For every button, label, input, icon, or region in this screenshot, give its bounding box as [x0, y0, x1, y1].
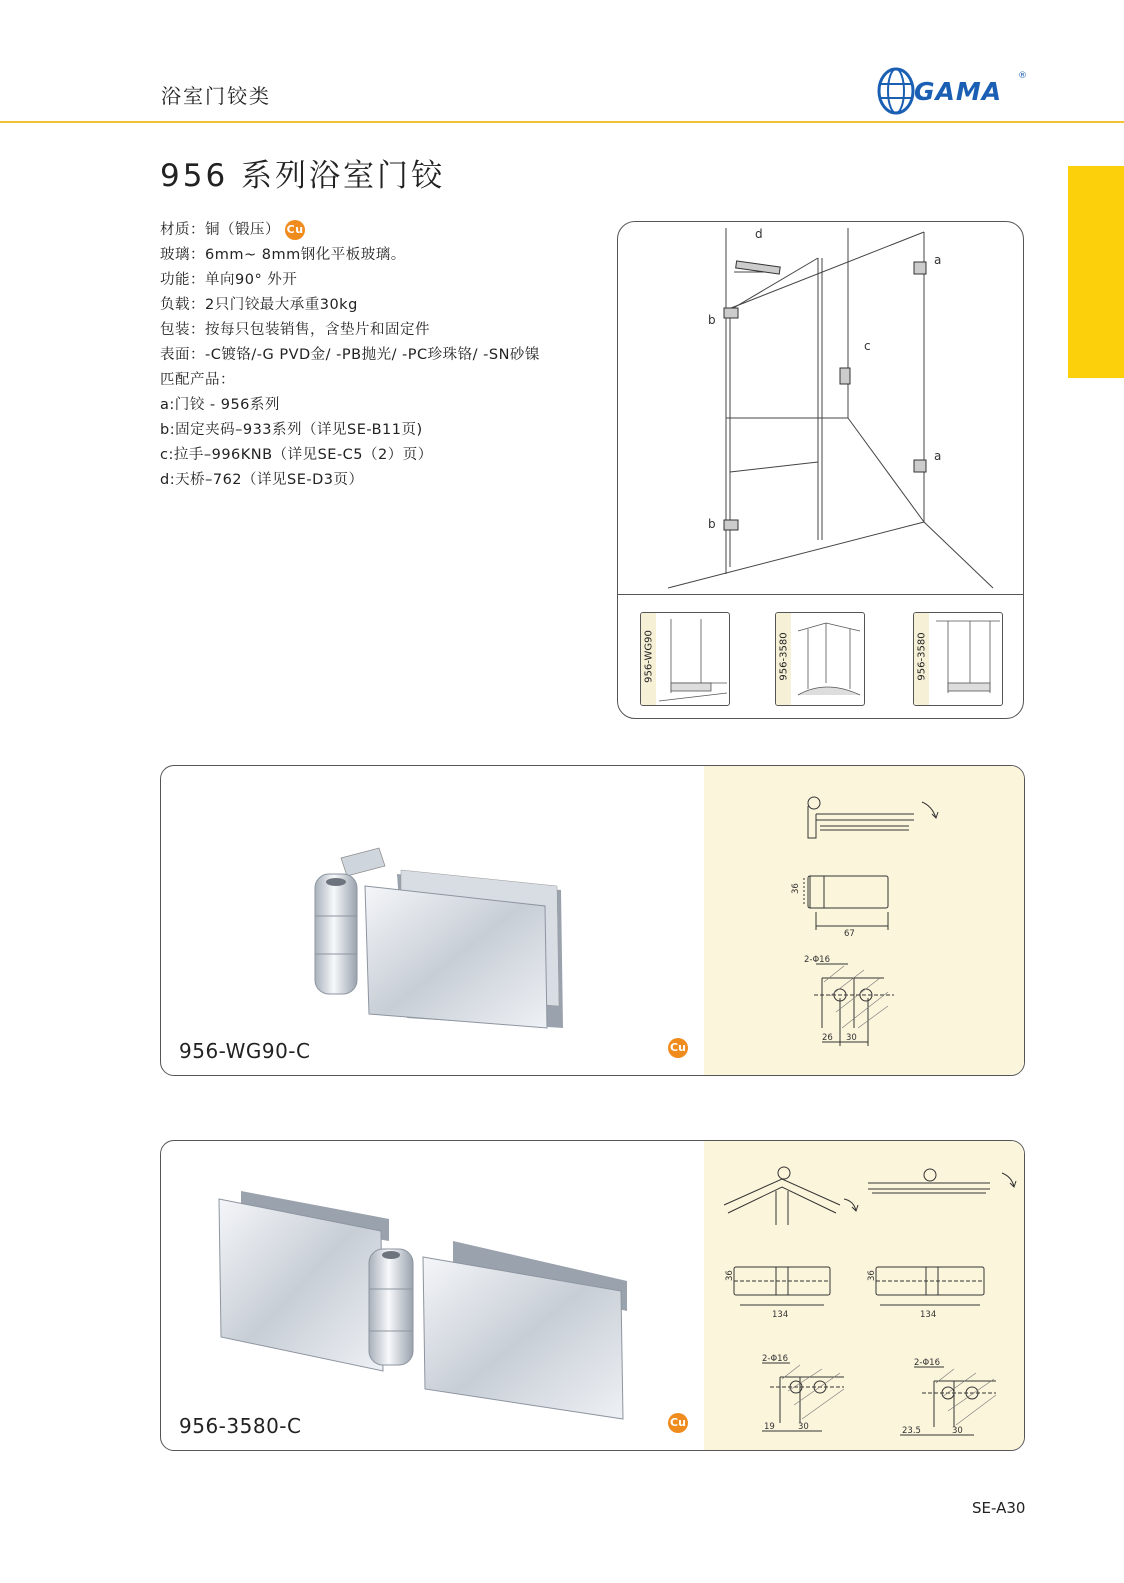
brand-name: GAMA: [914, 77, 1003, 106]
spec-function: 功能：单向90° 外开: [160, 272, 298, 288]
label-b-bottom: b: [708, 517, 716, 531]
dim-offset-1: 26: [822, 1033, 833, 1043]
label-b-top: b: [708, 313, 716, 327]
dim-offset-a2: 30: [798, 1422, 809, 1432]
dim-width-a: 134: [772, 1310, 789, 1320]
product-photo-956-wg90-c: [161, 766, 706, 1076]
page-number: SE-A30: [972, 1499, 1026, 1517]
thumbnail-956-3580-straight: 956-3580: [913, 612, 1003, 706]
label-d: d: [755, 227, 763, 241]
product-card-956-3580-c: [160, 1140, 1025, 1451]
dim-height: 36: [791, 883, 801, 894]
label-a-bottom: a: [934, 449, 942, 463]
dim-holes-b: 2-Φ16: [914, 1358, 940, 1368]
spec-material: 材质：铜（锻压） Cu: [160, 222, 304, 238]
label-a-top: a: [934, 253, 942, 267]
dim-width: 67: [844, 929, 855, 939]
dim-height-a: 36: [725, 1270, 735, 1281]
cu-badge: Cu: [668, 1038, 688, 1058]
dim-offset-b2: 30: [952, 1426, 963, 1436]
label-c: c: [864, 339, 871, 353]
technical-drawing-panel: [704, 766, 1024, 1075]
thumbnail-956-wg90: 956-WG90: [640, 612, 730, 706]
thumbnail-956-3580-corner: 956-3580: [775, 612, 865, 706]
dim-holes: 2-Φ16: [804, 955, 830, 965]
dim-width-b: 134: [920, 1310, 937, 1320]
dim-offset-b1: 23.5: [902, 1426, 921, 1436]
dim-offset-2: 30: [846, 1033, 857, 1043]
spec-match-b: b:固定夹码–933系列（详见SE-B11页): [160, 422, 423, 438]
spec-glass: 玻璃：6mm~ 8mm钢化平板玻璃。: [160, 247, 406, 263]
product-card-956-wg90-c: [160, 765, 1025, 1076]
cu-badge: Cu: [668, 1413, 688, 1433]
registered-mark: ®: [1018, 71, 1027, 81]
spec-match-c: c:拉手–996KNB（详见SE-C5（2）页）: [160, 447, 433, 463]
product-photo-956-3580-c: [161, 1141, 706, 1451]
product-model: 956-3580-C: [179, 1414, 302, 1438]
dim-height-b: 36: [867, 1270, 877, 1281]
cu-badge: Cu: [285, 220, 305, 240]
dim-offset-a1: 19: [764, 1422, 775, 1432]
configuration-thumbnails: [618, 594, 1024, 719]
gama-logo: [876, 64, 1036, 120]
page-title: 956 系列浴室门铰: [160, 158, 446, 194]
product-model: 956-WG90-C: [179, 1039, 311, 1063]
spec-load: 负载：2只门铰最大承重30kg: [160, 297, 358, 313]
section-tab: [1068, 166, 1124, 378]
category-title: 浴室门铰类: [161, 84, 271, 108]
spec-finish: 表面：-C镀铬/-G PVD金/ -PB抛光/ -PC珍珠铬/ -SN砂镍: [160, 347, 540, 363]
technical-drawing-panel: [704, 1141, 1024, 1450]
spec-matching-title: 匹配产品：: [160, 372, 235, 388]
header-divider: [0, 121, 1124, 123]
spec-list: [160, 218, 600, 493]
spec-packaging: 包装：按每只包装销售，含垫片和固定件: [160, 322, 430, 338]
spec-match-d: d:天桥–762（详见SE-D3页）: [160, 472, 364, 488]
installation-diagram: [617, 221, 1024, 719]
dim-holes-a: 2-Φ16: [762, 1354, 788, 1364]
spec-match-a: a:门铰 - 956系列: [160, 397, 280, 413]
